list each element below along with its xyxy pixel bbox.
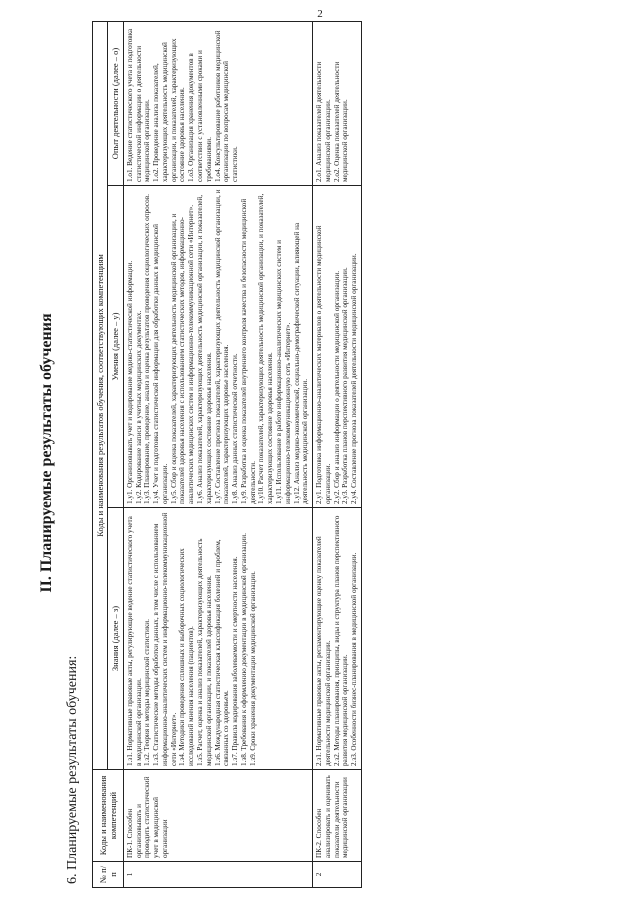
skills-item: 1.у1. Организовывать учет и кодирование медико-статистической информации.	[125, 260, 134, 504]
knowledge-item: 1.з9. Сроки хранения документации медицинской организации.	[248, 571, 257, 766]
skills-item: 1.у2. Кодирование записи в учетных медицинских документах.	[134, 310, 143, 504]
row-number: 1	[123, 862, 312, 888]
competence-cell: ПК-1. Способен организовывать и проводить статистический учет в медицинской организации	[123, 770, 312, 862]
page-number: 2	[317, 8, 323, 20]
knowledge-item: 1.з5. Расчет, оценка и анализ показателей, характеризующих деятельность медицинской организации, и показателей здоровья населения.	[195, 538, 213, 766]
skills-item: 1.у9. Разработка и оценка показателей внутреннего контроля качества и безопасности медицинской деятельности.	[239, 198, 257, 504]
header-num: № п/п	[93, 862, 124, 888]
skills-item: 2.у4. Составление прогноза показателей деятельности медицинской организации.	[350, 253, 359, 504]
knowledge-cell	[123, 508, 312, 770]
experience-item: 1.о1. Ведение статистического учета и подготовка статистической информации о деятельности медицинской организации.	[125, 28, 152, 182]
header-codes: Коды и наименования компетенций	[93, 770, 124, 862]
experience-item: 1.о4. Консультирование работников медицинской организации по вопросам медицинской статистики.	[213, 30, 240, 182]
knowledge-item: 2.з2. Методы планирования, принципы, виды и структура планов перспективного развития медицинской организации.	[332, 515, 350, 766]
row-number: 2	[313, 862, 362, 888]
header-knowledge: Знания (далее – з)	[108, 508, 123, 770]
knowledge-item: 1.з4. Методики проведения сплошных и выборочных социологических исследований мнения населения (пациентов).	[178, 548, 196, 766]
experience-item: 2.о1. Анализ показателей деятельности медицинской организации.	[315, 61, 332, 182]
skills-item: 1.у10. Расчет показателей, характеризующих деятельность медицинской организации, и показателей, характеризующих состояние здоровья населения.	[257, 193, 275, 504]
knowledge-item: 1.з1. Нормативные правовые акты, регулирующие ведение статистического учета в медицинской организации.	[125, 516, 143, 766]
skills-item: 1.у11. Использование в работе информационно-аналитических медицинских систем и информационно-телекоммуникационную сеть «Интернет».	[275, 240, 292, 504]
experience-item: 1.о3. Организация хранения документов в соответствии с установленными сроками и требованиями.	[187, 50, 213, 182]
header-experience: Опыт деятельности (далее – о)	[108, 21, 123, 185]
knowledge-item: 2.з3. Особенности бизнес-планирования в медицинской организации.	[350, 552, 359, 766]
skills-item: 1.у6. Анализ показателей, характеризующих деятельность медицинской организации, и показателей, характеризующих состояние здоровья населения.	[195, 194, 213, 504]
table-row	[313, 21, 362, 887]
table-row	[123, 21, 312, 887]
results-table	[92, 21, 362, 888]
knowledge-item: 2.з1. Нормативные правовые акты, регламентирующие оценку показателей деятельности медицинской организации.	[315, 536, 332, 766]
skills-item: 1.у3. Планирование, проведение, анализ и оценка результатов проведения социологических опросов.	[143, 194, 152, 504]
knowledge-item: 1.з8. Требования к оформлению документации в медицинской организации.	[239, 533, 248, 766]
section-title: II. Планируемые результаты обучения	[38, 313, 55, 593]
skills-cell	[313, 186, 362, 508]
subsection-title: 6. Планируемые результаты обучения:	[65, 655, 80, 884]
experience-cell	[313, 21, 362, 185]
experience-item: 1.о2. Проведение анализа показателей, характеризующих деятельность медицинской организации, и показателей, характеризующих состояние здоровья населения.	[152, 38, 187, 182]
knowledge-item: 1.з6. Международная статистическая классификация болезней и проблем, связанных со здоровьем.	[213, 539, 231, 766]
skills-item: 1.у12. Анализ медико-экономической, социально-демографической ситуации, влияющей на деятельность медицинской организации.	[292, 222, 310, 504]
knowledge-item: 1.з7. Правила кодирования заболеваемости и смертности населения.	[231, 556, 240, 766]
knowledge-item: 1.з3. Статистические методы обработки данных, в том числе с использованием информационно-аналитических систем и информационно-телекоммуникационной сети «Интернет».	[152, 512, 178, 766]
skills-item: 1.у5. Сбор и оценка показателей, характеризующих деятельность медицинской организации, и показателей здоровья населения с использованием статистических методов, информационно-аналитических медицинских систем и информационно-телекоммуникационной сети «Интернет».	[169, 204, 196, 504]
skills-item: 1.у8. Анализ данных статистической отчетности.	[231, 353, 240, 504]
header-group: Коды и наименования результатов обучения, соответствующих компетенциям	[93, 21, 108, 769]
skills-item: 2.у2. Сбор и анализ информации о деятельности медицинской организации.	[332, 270, 341, 504]
knowledge-cell	[313, 508, 362, 770]
experience-cell	[123, 21, 312, 185]
skills-cell	[123, 186, 312, 508]
skills-item: 2.у1. Подготовка информационно-аналитических материалов о деятельности медицинской организации.	[315, 225, 332, 504]
competence-cell: ПК-2. Способен анализировать и оценивать показатели деятельности медицинской организации	[313, 770, 362, 862]
header-skills: Умения (далее – у)	[108, 186, 123, 508]
skills-item: 1.у7. Составление прогноза показателей, характеризующих деятельность медицинской организации, и показателей, характеризующих здоровье населения.	[213, 189, 231, 504]
knowledge-item: 1.з2. Теория и методы медицинской статистики.	[143, 619, 152, 766]
experience-item: 2.о2. Оценка показателей деятельности медицинской организации.	[332, 61, 350, 182]
table-body	[123, 21, 361, 887]
skills-item: 2.у3. Разработка планов перспективного развития медицинской организации.	[341, 267, 350, 504]
rotated-page	[20, 18, 620, 888]
skills-item: 1.у4. Учет и подготовка статистической информации для обработки данных в медицинской организации.	[152, 224, 169, 504]
